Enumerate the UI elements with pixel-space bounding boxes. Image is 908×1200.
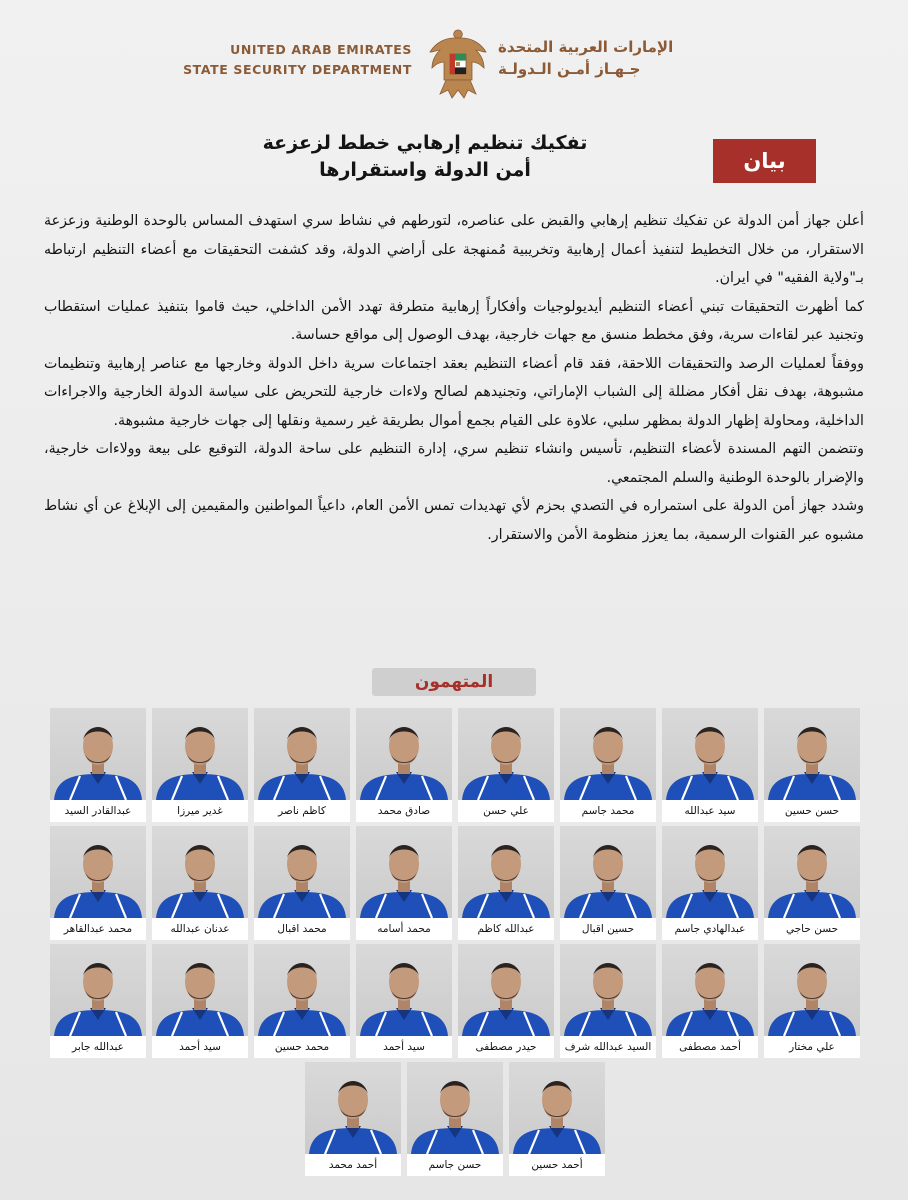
eagle-emblem-icon xyxy=(426,24,490,104)
accused-name: أحمد مصطفى xyxy=(679,1041,741,1053)
accused-card xyxy=(356,708,452,822)
accused-name: عبدالقادر السيد xyxy=(64,805,132,817)
accused-card xyxy=(560,826,656,940)
accused-photo xyxy=(458,708,554,800)
accused-card xyxy=(152,708,248,822)
accused-photo xyxy=(254,826,350,918)
accused-card xyxy=(662,708,758,822)
accused-name: غدير ميرزا xyxy=(177,805,223,817)
accused-photo xyxy=(152,826,248,918)
statement-body xyxy=(44,207,864,549)
accused-name: سيد أحمد xyxy=(179,1041,221,1053)
accused-name: السيد عبدالله شرف xyxy=(564,1041,652,1053)
accused-name: محمد جاسم xyxy=(581,805,635,817)
accused-photo xyxy=(50,826,146,918)
paragraph: ووفقاً لعمليات الرصد والتحقيقات اللاحقة، فقد قام أعضاء التنظيم بعقد اجتماعات سرية داخل الدولة وخارجها مع عناصر إرهابية وتنظيمات مشبوهة، بهدف نقل أفكار مضللة إلى الشباب الإماراتي، وتجنيدهم لصالح ولاءات خارجية للتحريض على سياسة الدولة الخارجية والاجراءات الداخلية، ومحاولة إظهار الدولة بمظهر سلبي، علاوة على القيام بجمع أموال بطريقة غير رسمية ونقلها إلى جهات خارجية مشبوهة. xyxy=(44,355,864,429)
accused-name: محمد أسامه xyxy=(377,923,431,935)
accused-photo xyxy=(764,826,860,918)
accused-photo xyxy=(458,826,554,918)
accused-name: حسن حسين xyxy=(784,805,840,817)
accused-card xyxy=(356,944,452,1058)
accused-card xyxy=(152,826,248,940)
accused-card xyxy=(254,708,350,822)
accused-name: محمد اقبال xyxy=(277,923,327,935)
accused-card xyxy=(254,944,350,1058)
header-ar-line1: الإمارات العربية المتحدة xyxy=(498,38,674,56)
accused-name: أحمد محمد xyxy=(328,1159,378,1171)
accused-card xyxy=(254,826,350,940)
accused-photo xyxy=(407,1062,503,1154)
accused-card xyxy=(407,1062,503,1176)
accused-name: سيد عبدالله xyxy=(684,805,736,817)
accused-card xyxy=(50,708,146,822)
accused-photo xyxy=(254,708,350,800)
accused-photo xyxy=(50,708,146,800)
accused-card xyxy=(356,826,452,940)
accused-name: حيدر مصطفى xyxy=(475,1041,537,1053)
accused-card xyxy=(560,944,656,1058)
header-en-line1: UNITED ARAB EMIRATES xyxy=(230,42,412,57)
header-en-line2: STATE SECURITY DEPARTMENT xyxy=(183,62,412,77)
accused-name: علي مختار xyxy=(789,1041,835,1053)
accused-photo xyxy=(764,708,860,800)
accused-label: المتهمون xyxy=(414,672,494,692)
accused-name: عبدالله جابر xyxy=(72,1041,124,1053)
accused-name: كاظم ناصر xyxy=(278,805,326,817)
accused-card xyxy=(50,944,146,1058)
accused-card xyxy=(458,826,554,940)
accused-name: محمد حسين xyxy=(274,1041,330,1053)
accused-photo xyxy=(560,708,656,800)
accused-card xyxy=(305,1062,401,1176)
accused-card xyxy=(509,1062,605,1176)
accused-card xyxy=(458,708,554,822)
accused-photo xyxy=(662,944,758,1036)
accused-name: حسن حاجي xyxy=(785,923,839,935)
accused-card xyxy=(662,826,758,940)
header-ar-line2: جـهـاز أمـن الـدولـة xyxy=(498,60,641,78)
accused-photo xyxy=(152,944,248,1036)
accused-card xyxy=(764,826,860,940)
accused-name: عدنان عبدالله xyxy=(170,923,230,935)
accused-card xyxy=(152,944,248,1058)
accused-photo xyxy=(560,826,656,918)
accused-name: محمد عبدالقاهر xyxy=(63,923,133,935)
header-arabic xyxy=(498,36,708,80)
accused-photo xyxy=(458,944,554,1036)
accused-name: أحمد حسين xyxy=(531,1159,583,1171)
accused-card xyxy=(50,826,146,940)
accused-photo xyxy=(305,1062,401,1154)
accused-card xyxy=(764,708,860,822)
accused-card xyxy=(560,708,656,822)
accused-photo xyxy=(152,708,248,800)
accused-photo xyxy=(50,944,146,1036)
paragraph: وتتضمن التهم المسندة لأعضاء التنظيم، تأسيس وانشاء تنظيم سري، إدارة التنظيم على ساحة الدولة، التوقيع على بيعة وولاءات خارجية، والإضرار بالوحدة الوطنية والسلم المجتمعي. xyxy=(44,441,864,486)
accused-photo xyxy=(662,708,758,800)
paragraph: أعلن جهاز أمن الدولة عن تفكيك تنظيم إرهابي والقبض على عناصره، لتورطهم في نشاط سري استهدف المساس بالوحدة الوطنية وزعزعة الاستقرار، من خلال التخطيط لتنفيذ أعمال إرهابية وتخريبية مُمنهجة على أراضي الدولة، وقد كشفت التحقيقات مع أعضاء التنظيم ارتباطه بـ"ولاية الفقيه" في ايران. xyxy=(44,213,864,286)
title-line2: أمن الدولة واستقرارها xyxy=(319,159,531,181)
accused-name: عبدالله كاظم xyxy=(477,923,535,935)
accused-name: حسين اقبال xyxy=(581,923,635,935)
accused-card xyxy=(458,944,554,1058)
accused-name: حسن جاسم xyxy=(428,1159,482,1171)
accused-photo xyxy=(356,708,452,800)
accused-heading xyxy=(372,668,536,696)
accused-photo xyxy=(509,1062,605,1154)
accused-photo xyxy=(356,944,452,1036)
accused-photo xyxy=(662,826,758,918)
accused-photo xyxy=(254,944,350,1036)
statement-badge: بيان xyxy=(713,139,816,183)
accused-photo xyxy=(560,944,656,1036)
paragraph: كما أظهرت التحقيقات تبني أعضاء التنظيم أيديولوجيات وأفكاراً إرهابية متطرفة تهدد الأمن الداخلي، حيث قاموا بتنفيذ عمليات استقطاب وتجنيد عبر لقاءات سرية، وفق مخطط منسق مع جهات خارجية، بهدف الوصول إلى مواقع حساسة. xyxy=(44,298,864,343)
accused-photo xyxy=(764,944,860,1036)
accused-card xyxy=(662,944,758,1058)
header-english xyxy=(180,40,412,80)
statement-title xyxy=(230,130,620,184)
accused-photo xyxy=(356,826,452,918)
accused-card xyxy=(764,944,860,1058)
accused-name: عبدالهادي جاسم xyxy=(674,923,746,935)
paragraph: وشدد جهاز أمن الدولة على استمراره في التصدي بحزم لأي تهديدات تمس الأمن العام، داعياً المواطنين والمقيمين إلى الإبلاغ عن أي نشاط مشبوه عبر القنوات الرسمية، بما يعزز منظومة الأمن والاستقرار. xyxy=(44,498,864,543)
accused-name: علي حسن xyxy=(483,805,529,817)
accused-name: سيد أحمد xyxy=(383,1041,425,1053)
accused-name: صادق محمد xyxy=(377,805,431,817)
title-line1: تفكيك تنظيم إرهابي خطط لزعزعة xyxy=(262,132,588,154)
